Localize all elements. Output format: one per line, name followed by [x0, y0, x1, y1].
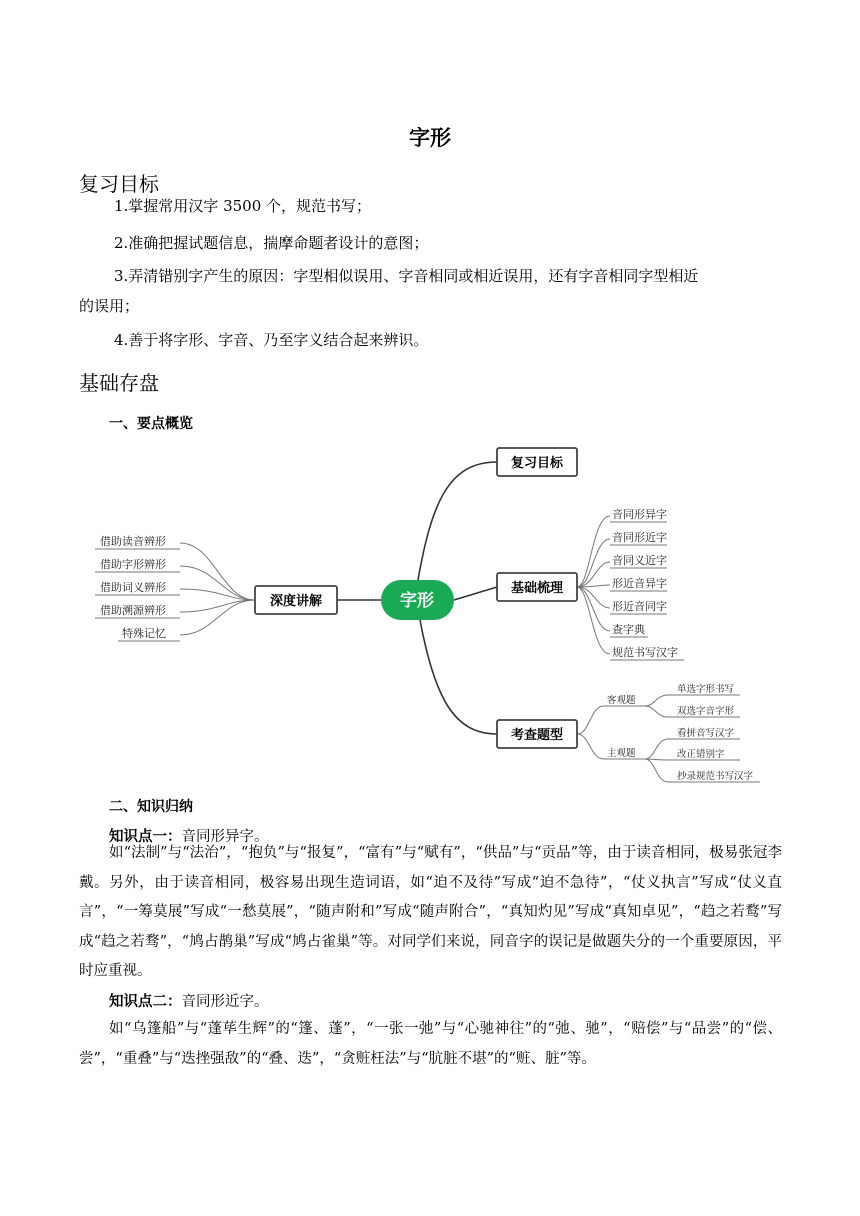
deep-item: 借助读音辨形 — [100, 535, 166, 548]
basics-item: 查字典 — [612, 623, 645, 636]
branch-deep-label: 深度讲解 — [269, 594, 323, 609]
subjective-item: 改正错别字 — [677, 749, 725, 760]
objective-label: 客观题 — [607, 695, 636, 706]
center-node-label: 字形 — [400, 591, 434, 611]
deep-item: 借助字形辨形 — [100, 558, 166, 571]
goal-item: 4.善于将字形、字音、乃至字义结合起来辨识。 — [114, 331, 429, 349]
subjective-label: 主观题 — [607, 748, 636, 759]
knowledge-point-2-body: 如“乌篷船”与“蓬荜生辉”的“篷、蓬”，“一张一弛”与“心驰神往”的“弛、驰”，“赔偿”与“品尝”的“偿、尝”，“重叠”与“迭挫强敌”的“叠、迭”，“贪赃枉法”与“肮脏不堪”的“赃、脏”等。 — [79, 1021, 782, 1067]
goal-item: 2.准确把握试题信息，揣摩命题者设计的意图； — [114, 234, 429, 252]
subheading-knowledge: 二、知识归纳 — [109, 799, 193, 815]
connector-basics — [454, 587, 497, 600]
goal-item: 3.弄清错别字产生的原因：字型相似误用、字音相同或相近误用，还有字音相同字型相近 — [114, 267, 699, 285]
knowledge-point-label: 知识点二： — [109, 994, 182, 1010]
basics-item: 音同形异字 — [612, 508, 667, 521]
branch-basics-label: 基础梳理 — [510, 581, 564, 596]
basics-item: 音同义近字 — [612, 554, 667, 567]
knowledge-point-title: 音同形近字。 — [181, 994, 269, 1010]
branch-review-label: 复习目标 — [510, 456, 564, 471]
page-title: 字形 — [409, 125, 451, 150]
branch-question-types-label: 考查题型 — [510, 728, 564, 743]
goal-item: 1.掌握常用汉字 3500 个，规范书写； — [114, 197, 372, 215]
subjective-item: 抄录规范书写汉字 — [677, 771, 754, 782]
knowledge-point-1-body: 如“法制”与“法治”，“抱负”与“报复”，“富有”与“赋有”，“供品”与“贡品”等，由于读音相同，极易张冠李戴。另外，由于读音相同，极容易出现生造词语，如“迫不及待”写成“迫不急待”，“仗义执言”写成“仗义直言”，“一筹莫展”写成“一愁莫展”，“随声附和”写成“随声附合”，“真知灼见”写成“真知卓见”，“趋之若鹜”写成“趋之若骛”，“鸠占鹊巢”写成“鸠占雀巢”等。对同学们来说，同音字的误记是做题失分的一个重要原因，平时应重视。 — [79, 845, 782, 979]
objective-item: 双选字音字形 — [677, 706, 735, 717]
subheading-overview: 一、要点概览 — [109, 416, 193, 432]
connector-question-types — [420, 620, 497, 734]
deep-item: 借助词义辨形 — [100, 581, 166, 594]
knowledge-point-label: 知识点一： — [109, 829, 182, 845]
basics-item: 形近音同字 — [612, 600, 667, 613]
knowledge-point-title: 音同形异字。 — [181, 829, 269, 845]
mind-map — [0, 440, 860, 790]
basics-item: 音同形近字 — [612, 531, 667, 544]
knowledge-point-2-heading — [109, 990, 269, 1011]
section-heading-basics: 基础存盘 — [79, 371, 159, 395]
deep-item: 借助溯源辨形 — [100, 604, 166, 617]
objective-item: 单选字形书写 — [677, 684, 735, 695]
basics-item: 形近音异字 — [612, 577, 667, 590]
connector-review — [418, 462, 497, 580]
deep-item: 特殊记忆 — [122, 627, 166, 640]
basics-item: 规范书写汉字 — [612, 646, 678, 659]
section-heading-review: 复习目标 — [79, 172, 159, 196]
goal-item: 的误用； — [79, 297, 140, 315]
subjective-item: 看拼音写汉字 — [677, 728, 735, 739]
